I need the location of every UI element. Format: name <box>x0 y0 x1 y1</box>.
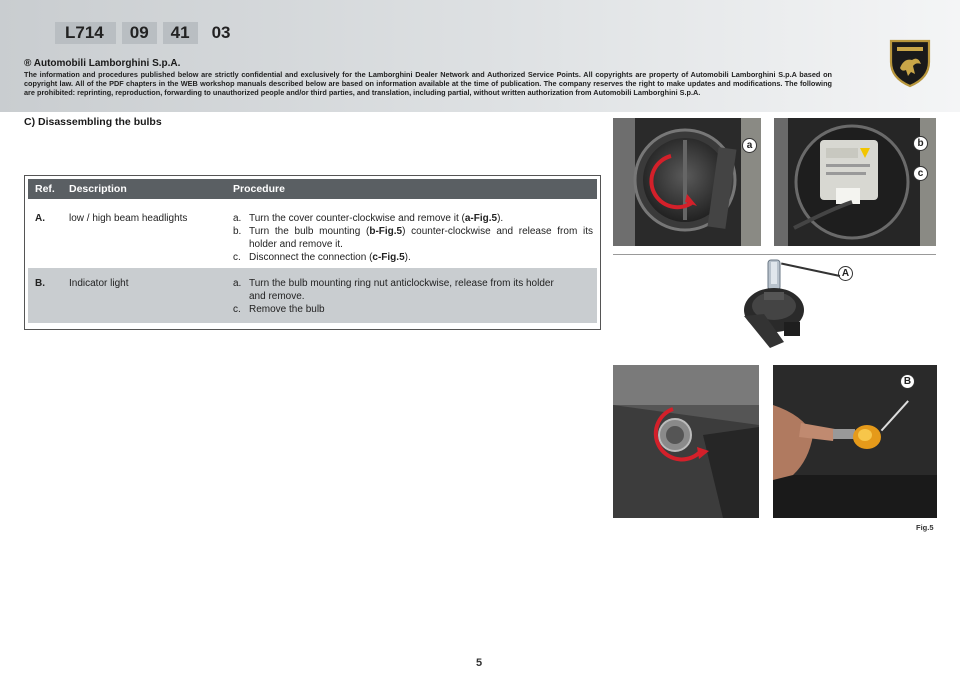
callout-a: a <box>742 138 757 153</box>
code-subgroup: 41 <box>163 22 198 44</box>
row-procedure <box>233 277 563 316</box>
callout-b: b <box>913 136 928 151</box>
photo-headlight-bulb <box>774 118 936 246</box>
figure-label: Fig.5 <box>916 523 934 532</box>
lamborghini-shield-logo <box>888 38 932 88</box>
procedure-step: c. Disconnect the connection (c-Fig.5). <box>233 252 411 263</box>
page-number: 5 <box>476 657 483 669</box>
callout-B: B <box>900 374 915 389</box>
procedure-step: c. Remove the bulb <box>233 304 325 315</box>
code-section: 03 <box>211 23 231 42</box>
row-ref: A. <box>35 213 45 224</box>
company-name: ® Automobili Lamborghini S.p.A. <box>24 58 181 69</box>
photo-bulb-mount <box>724 256 818 354</box>
photo-indicator-housing <box>613 365 759 518</box>
procedure-step: a. Turn the cover counter-clockwise and remove it (a-Fig.5). <box>233 213 504 224</box>
row-description: Indicator light <box>69 278 129 289</box>
table-row <box>28 199 597 268</box>
section-title: C) Disassembling the bulbs <box>24 116 162 128</box>
table-row <box>28 268 597 323</box>
row-procedure <box>233 212 593 264</box>
header-ref: Ref. <box>35 183 55 195</box>
photo-indicator-bulb <box>773 365 937 518</box>
document-code <box>55 22 239 44</box>
table-header <box>28 179 597 199</box>
row-description: low / high beam headlights <box>69 213 188 224</box>
copyright-disclaimer: The information and procedures published below are strictly confidential and exclusively for the Lamborghini Dealer Network and Authorized Service Points. All copyrights are property of Automobili Lamborghini S.p.A based on copyright law. All of the PDF chapters in the WEB workshop manuals described below are based on information available at the time of publication. The company reserves the right to make updates and modifications. The following are prohibited: reprinting, reproduction, forwarding to unauthorized people and/or third parties, and translation, including partial, without written authorization from Automobili Lamborghini S.p.A. <box>24 70 832 98</box>
callout-A: A <box>838 266 853 281</box>
procedure-step: b. Turn the bulb mounting (b-Fig.5) counter-clockwise and release from its holder and remove it. <box>233 226 593 250</box>
header-procedure: Procedure <box>233 183 285 195</box>
procedure-table <box>24 175 601 330</box>
code-model: L714 <box>55 22 116 44</box>
procedure-step: a. Turn the bulb mounting ring nut anticlockwise, release from its holder and remove. <box>233 278 554 302</box>
code-group: 09 <box>122 22 157 44</box>
callout-c: c <box>913 166 928 181</box>
row-ref: B. <box>35 278 45 289</box>
photo-headlight-cover <box>613 118 761 246</box>
header-description: Description <box>69 183 127 195</box>
figure-divider <box>613 254 936 255</box>
